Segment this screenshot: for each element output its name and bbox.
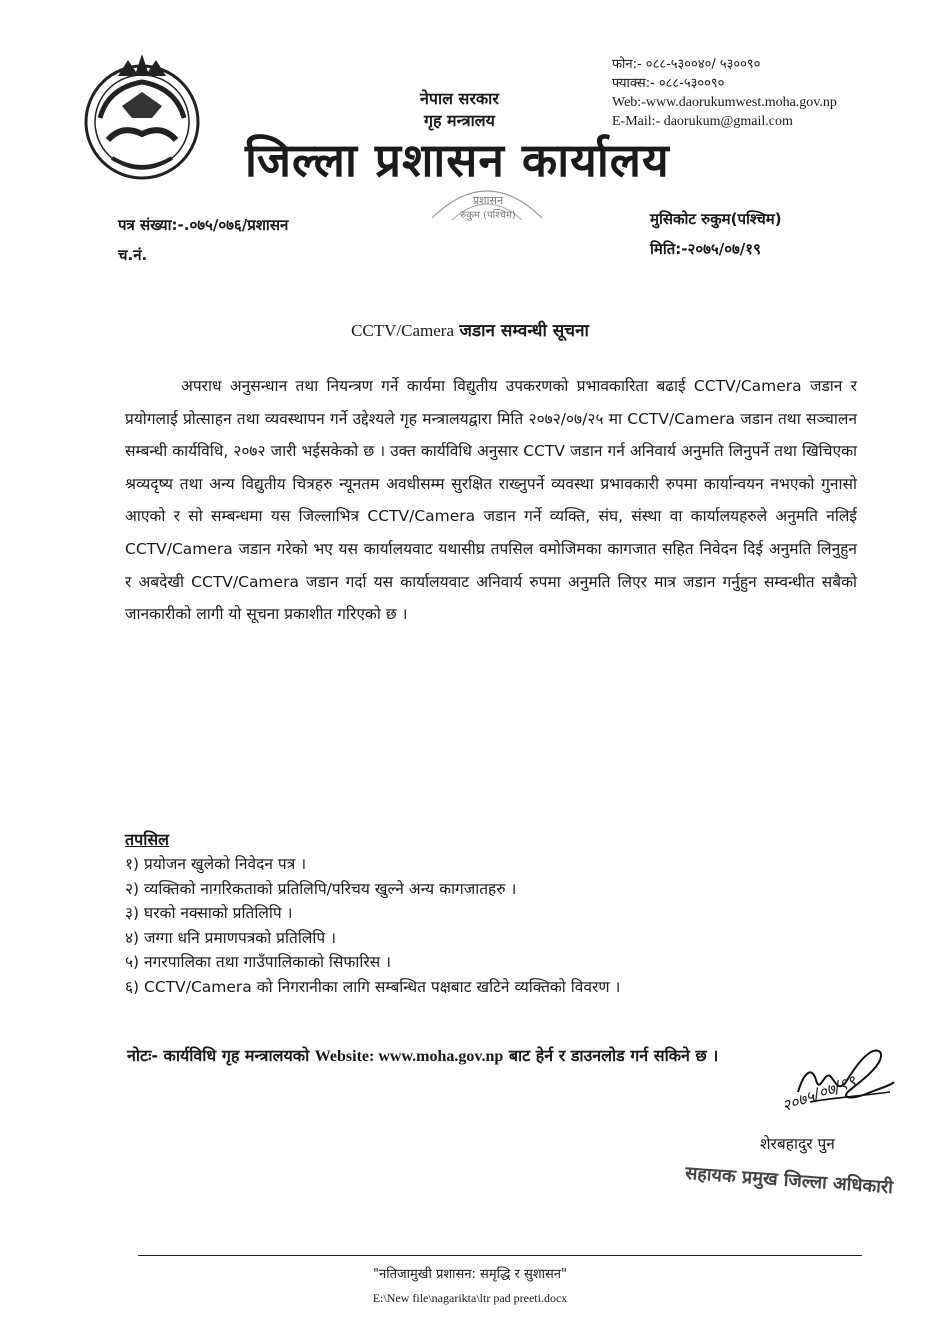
email: E-Mail:- daorukum@gmail.com (612, 114, 793, 129)
body-paragraph: अपराध अनुसन्धान तथा नियन्त्रण गर्ने कार्यमा विद्युतीय उपकरणको प्रभावकारिता बढाई CCTV/Camera जडान र प्रयोगलाई प्रोत्साहन तथा व्यवस्थापन गर्ने उद्देश्यले गृह मन्त्रालयद्वारा मिति २०७२/०७/२५ मा CCTV/Camera जडान तथा सञ्चालन सम्बन्धी कार्यविधि, २०७२ जारी भईसकेको छ । उक्त कार्यविधि अनुसार CCTV जडान गर्न अनिवार्य अनुमति लिनुपर्ने तथा खिचिएका श्रव्यदृष्य तथा अन्य विद्युतीय चित्रहरु न्यूनतम अवधीसम्म सुरक्षित राख्नुपर्ने व्यवस्था प्रभावकारी रुपमा कार्यान्वयन नभएको गुनासो आएको र सो सम्बन्धमा यस जिल्लाभित्र CCTV/Camera जडान गर्ने व्यक्ति, संघ, संस्था वा कार्यालयहरुले अनुमति नलिई CCTV/Camera जडान गरेको भए यस कार्यालयवाट यथासीघ्र तपसिल वमोजिमका कागजात सहित निवेदन दिई अनुमति लिनुहुन र अबदेखी CCTV/Camera जडान गर्दा यस कार्यालयवाट अनिवार्य रुपमा अनुमति लिएर मात्र जडान गर्नुहुन सम्वन्धीत सबैको जानकारीको लागी यो सूचना प्रकाशीत गरिएको छ । (125, 377, 857, 624)
phone-number: फोन:- ०८८-५३००४०/ ५३००९० (612, 57, 761, 72)
footer-file-path: E:\New file\nagarikta\ltr pad preeti.docx (372, 1291, 568, 1305)
contact-block (612, 55, 837, 131)
government-heading (420, 88, 499, 132)
annex-list (125, 852, 620, 1000)
government-name: नेपाल सरकार (420, 89, 499, 108)
svg-text:प्रशासन: प्रशासन (472, 194, 504, 207)
office-stamp (422, 168, 552, 224)
website: Web:-www.daorukumwest.moha.gov.np (612, 95, 837, 110)
dispatch-number: च.नं. (118, 246, 148, 264)
footer-motto: "नतिजामुखी प्रशासन: समृद्धि र सुशासन" (373, 1267, 567, 1282)
annex-item: ६) CCTV/Camera को निगरानीका लागि सम्बन्धित पक्षबाट खटिने व्यक्तिको विवरण । (125, 977, 621, 996)
office-location: मुसिकोट रुकुम(पश्चिम) (650, 210, 782, 228)
note-suffix: बाट हेर्न र डाउनलोड गर्न सकिने छ । (508, 1046, 719, 1065)
notice-subject (0, 318, 940, 341)
annex-title: तपसिल (125, 830, 170, 849)
footer-divider (138, 1255, 862, 1256)
annex-item: ४) जग्गा धनि प्रमाणपत्रको प्रतिलिपि । (125, 928, 336, 947)
note-prefix: नोटः- कार्यविधि गृह मन्त्रालयको (127, 1046, 310, 1065)
note-text (127, 1040, 847, 1073)
nepal-government-emblem (78, 48, 206, 188)
letter-reference (118, 210, 288, 270)
signer-designation: सहायक प्रमुख जिल्ला अधिकारी (684, 1162, 894, 1199)
office-title: जिल्ला प्रशासन कार्यालय (245, 133, 670, 187)
ministry-name: गृह मन्त्रालय (423, 111, 495, 130)
annex-item: ३) घरको नक्साको प्रतिलिपि । (125, 904, 293, 923)
annex-item: ५) नगरपालिका तथा गाउँपालिकाको सिफारिस । (125, 953, 392, 972)
letter-number: पत्र संख्या:-.०७५/०७६/प्रशासन (118, 216, 289, 234)
fax-number: फ्याक्स:- ०८८-५३००९० (612, 76, 725, 91)
svg-text:रुकुम (पश्चिम): रुकुम (पश्चिम) (460, 210, 516, 221)
subject-devanagari: जडान सम्वन्धी सूचना (459, 321, 589, 341)
annex-item: २) व्यक्तिको नागरिकताको प्रतिलिपि/परिचय खुल्ने अन्य कागजातहरु । (125, 879, 517, 898)
subject-latin: CCTV/Camera (351, 321, 454, 340)
note-website: Website: www.moha.gov.np (314, 1048, 504, 1065)
notice-body (125, 370, 857, 631)
annex-item: १) प्रयोजन खुलेको निवेदन पत्र । (125, 855, 307, 873)
signature-date: २०७५/०७/१९ (779, 1071, 859, 1116)
signer-name: शेरबहादुर पुन (760, 1135, 835, 1153)
letter-date: मिति:-२०७५/०७/१९ (650, 240, 761, 258)
place-and-date (650, 204, 782, 264)
